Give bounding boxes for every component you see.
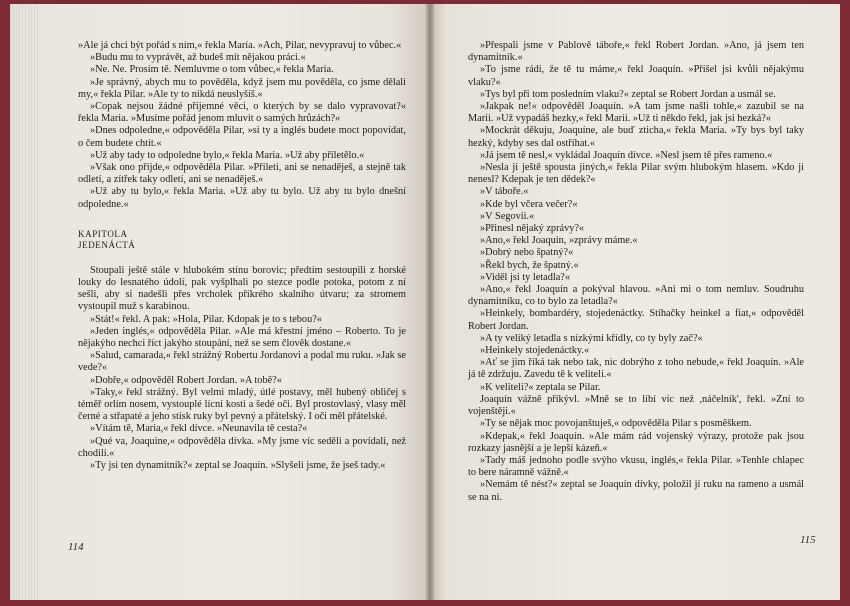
paragraph: »Ano,« řekl Joaquín, »zprávy máme.«: [480, 235, 638, 247]
page-number: 115: [800, 534, 816, 546]
paragraph: »Budu mu to vyprávět, až budeš mít nějakou práci.«: [90, 52, 306, 64]
left-page-text: [78, 40, 406, 472]
paragraph: »Ty jsi ten dynamitník?« zeptal se Joaquín. »Slyšeli jsme, že jseš tady.«: [90, 460, 386, 472]
paragraph: »Taky,« řekl strážný. Byl velmi mladý, útlé postavy, měl hubený obličej s téměř orlím nosem, vystouplé lícní kosti a šedé oči. Byl prostovlasý, vlasy měl černé a střapaté a jeho stisk ruky byl pevný a přátelský. I oči měl přátelské.: [78, 386, 406, 423]
paragraph: »V táboře.«: [480, 186, 529, 198]
chapter-label: KAPITOLA: [78, 228, 128, 239]
paragraph: »Ty se nějak moc povojanštuješ,« odpověděla Pilar s posměškem.: [480, 418, 752, 430]
paragraph: »Jeden inglés,« odpověděla Pilar. »Ale má křestní jméno – Roberto. To je nějakýho nechci říct jakýho stoupání, než se sem člověk dostane.«: [78, 325, 406, 350]
paragraph: »Dnes odpoledne,« odpověděla Pilar, »si ty a inglés budete moct popovídat, o čem budete chtít.«: [78, 125, 406, 149]
paragraph: »Dobře,« odpověděl Robert Jordan. »A tobě?«: [90, 374, 282, 386]
chapter-heading: [78, 229, 406, 251]
paragraph: »Už aby tu bylo,« řekla Maria. »Už aby tu bylo. Už aby tu bylo dnešní odpoledne.«: [78, 186, 406, 210]
paragraph: »Kde byl včera večer?«: [480, 198, 578, 210]
page-edges: [10, 4, 40, 600]
paragraph: »Řekl bych, že špatný.«: [480, 259, 579, 271]
paragraph: »Stát!« řekl. A pak: »Hola, Pilar. Kdopak je to s tebou?«: [90, 313, 322, 325]
paragraph: Stoupali ještě stále v hlubokém stínu borovic; předtím sestoupili z horské louky do lesnatého údolí, pak vyšplhali po stezce podle potoka, potom z ní sešli, aby si nadešli přes vrcholek příkrého skalního útvaru; za stromem vystoupil muž s karabinou.: [78, 264, 406, 313]
paragraph: »Vítám tě, Maria,« řekl dívce. »Neunavila tě cesta?«: [90, 423, 308, 435]
right-page-text: [468, 40, 804, 504]
paragraph: »Ať se jim říká tak nebo tak, nic dobrýho z toho nebude,« řekl Joaquín. »Ale já tě zdržuju. Zavedu tě k veliteli.«: [468, 357, 804, 381]
paragraph: »Qué va, Joaquine,« odpověděla dívka. »My jsme víc seděli a povídali, než chodili.«: [78, 435, 406, 459]
paragraph: »Tys byl při tom posledním vlaku?« zeptal se Robert Jordan a usmál se.: [480, 88, 776, 100]
paragraph: »Tady máš jednoho podle svýho vkusu, inglés,« řekla Pilar. »Tenhle chlapec to bere náramně vážně.«: [468, 454, 804, 479]
paragraph: »Salud, camarada,« řekl strážný Robertu Jordanovi a podal mu ruku. »Jak se vede?«: [78, 350, 406, 374]
paragraph: »Nemám tě nést?« zeptal se Joaquín dívky, položil jí ruku na rameno a usmál se na ni.: [468, 479, 804, 503]
left-page: [10, 4, 426, 600]
paragraph: »Jakpak ne!« odpověděl Joaquín. »A tam jsme našli tohle,« zazubil se na Marii. »Už vypadáš hezky,« řekl Marii. »Už ti někdo řekl, jak jsi hezká?«: [468, 101, 804, 125]
paragraph: »K veliteli?« zeptala se Pilar.: [480, 381, 601, 393]
paragraph: »Ale já chci být pořád s ním,« řekla María. »Ach, Pilar, nevypravuj to vůbec.«: [78, 40, 402, 51]
book-gutter: [426, 4, 434, 600]
paragraph: »Já jsem tě nesl,« vykládal Joaquín dívce. »Nesl jsem tě přes rameno.«: [480, 149, 773, 161]
paragraph: »To jsme rádi, že tě tu máme,« řekl Joaquín. »Přišel jsi kvůli nějakýmu vlaku?«: [468, 64, 804, 88]
open-book: [10, 4, 840, 600]
paragraph: Joaquín vážně přikývl. »Mně se to líbí víc než ,náčelník', řekl. »Zní to vojenštěji.«: [468, 393, 804, 418]
paragraph: »Dobrý nebo špatný?«: [480, 247, 574, 259]
paragraph: »Heinkely, bombardéry, stojedenáctky. Stíhačky heinkel a fiat,« odpověděl Robert Jordan.: [468, 308, 804, 332]
paragraph: »Copak nejsou žádné příjemné věci, o kterých by se dalo vypravovat?« řekla Maria. »Musíme pořád jenom mluvit o samých hrůzách?«: [78, 101, 406, 125]
right-page: [434, 4, 840, 600]
paragraph: »Heinkely stojedenáctky.«: [480, 345, 590, 357]
paragraph: »Ano,« řekl Joaquín a pokýval hlavou. »Ani mi o tom nemluv. Soudruhu dynamitníku, co to bylo za letadla?«: [468, 284, 804, 308]
paragraph: »Viděl jsi ty letadla?«: [480, 271, 571, 283]
paragraph: »Je správný, abych mu to pověděla, když jsem mu pověděla, co jsme dělali my,« řekla Pilar. »Ale ty to nikdá neuslyšíš.«: [78, 76, 406, 100]
paragraph: »Přespali jsme v Pablově táboře,« řekl Robert Jordan. »Ano, já jsem ten dynamitník.«: [468, 40, 804, 64]
paragraph: »Nesla ji ještě spousta jiných,« řekla Pilar svým hlubokým hlasem. »Kdo ji nenesl? Kdepak je ten dědek?«: [468, 162, 804, 186]
paragraph: »Kdepak,« řekl Joaquín. »Ale mám rád vojenský výrazy, protože pak jsou rozkazy jasnější a je lepší kázeň.«: [468, 430, 804, 454]
paragraph: »Však ono přijde,« odpověděla Pilar. »Přiletí, ani se nenaděješ, a stejně tak odletí, a zítřek taky odletí, ani se nenaděješ.«: [78, 162, 406, 186]
paragraph: »Už aby tady to odpoledne bylo,« řekla Maria. »Už aby přiletělo.«: [90, 149, 365, 161]
paragraph: »Přinesl nějaký zprávy?«: [480, 223, 585, 235]
paragraph: »Ne. Ne. Prosím tě. Nemluvme o tom vůbec,« řekla Maria.: [90, 64, 334, 76]
paragraph: »V Segovii.«: [480, 210, 535, 222]
page-number: 114: [68, 541, 84, 553]
chapter-number: JEDENÁCTÁ: [78, 239, 136, 250]
paragraph: »Mockrát děkuju, Joaquíne, ale buď zticha,« řekla Maria. »Ty bys byl taky hezký, kdyby ses dal ostříhat.«: [468, 125, 804, 149]
paragraph: »A ty veliký letadla s nízkými křídly, co ty byly zač?«: [480, 332, 703, 344]
